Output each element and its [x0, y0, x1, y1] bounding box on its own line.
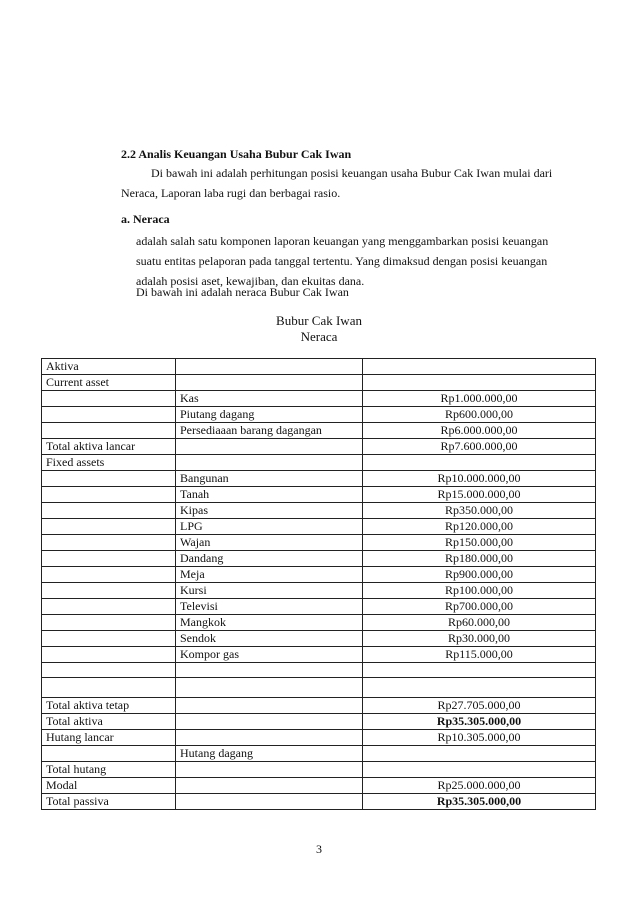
table-row — [42, 567, 596, 583]
table-row — [42, 615, 596, 631]
table-subtitle: Neraca — [300, 329, 338, 344]
table-cell-c2: Mangkok — [176, 615, 363, 631]
table-cell-c2: Meja — [176, 567, 363, 583]
table-cell-c1 — [42, 567, 176, 583]
table-row — [42, 423, 596, 439]
table-cell-c3: Rp350.000,00 — [363, 503, 596, 519]
table-cell-c1: Modal — [42, 778, 176, 794]
table-cell-c1 — [42, 423, 176, 439]
table-cell-c1 — [42, 391, 176, 407]
table-cell-c3: Rp900.000,00 — [363, 567, 596, 583]
table-cell-c1: Hutang lancar — [42, 730, 176, 746]
table-cell-c2 — [176, 778, 363, 794]
table-cell-c2: Sendok — [176, 631, 363, 647]
table-title: Bubur Cak Iwan — [276, 313, 362, 328]
table-cell-c1 — [42, 663, 176, 678]
table-cell-c3: Rp60.000,00 — [363, 615, 596, 631]
table-cell-c2: Televisi — [176, 599, 363, 615]
table-cell-c2: Piutang dagang — [176, 407, 363, 423]
table-cell-c2: Tanah — [176, 487, 363, 503]
table-cell-c3: Rp35.305.000,00 — [363, 794, 596, 810]
table-cell-c2 — [176, 359, 363, 375]
table-cell-c2: Wajan — [176, 535, 363, 551]
intro-paragraph: Di bawah ini adalah perhitungan posisi keuangan usaha Bubur Cak Iwan mulai dari Neraca, Laporan laba rugi dan berbagai rasio. — [121, 166, 553, 200]
table-row — [42, 794, 596, 810]
table-cell-c3 — [363, 663, 596, 678]
table-cell-c1 — [42, 407, 176, 423]
table-cell-c3: Rp10.000.000,00 — [363, 471, 596, 487]
table-cell-c3: Rp6.000.000,00 — [363, 423, 596, 439]
table-cell-c1 — [42, 583, 176, 599]
table-cell-c3: Rp600.000,00 — [363, 407, 596, 423]
table-cell-c3: Rp1.000.000,00 — [363, 391, 596, 407]
table-cell-c1 — [42, 535, 176, 551]
table-cell-c2 — [176, 762, 363, 778]
table-cell-c3: Rp150.000,00 — [363, 535, 596, 551]
table-cell-c2: Kompor gas — [176, 647, 363, 663]
table-row — [42, 391, 596, 407]
table-cell-c2 — [176, 698, 363, 714]
table-cell-c2: Kas — [176, 391, 363, 407]
table-row — [42, 714, 596, 730]
table-cell-c3: Rp120.000,00 — [363, 519, 596, 535]
table-cell-c3 — [363, 375, 596, 391]
table-cell-c1 — [42, 503, 176, 519]
table-cell-c1: Current asset — [42, 375, 176, 391]
table-cell-c2: Dandang — [176, 551, 363, 567]
table-cell-c2 — [176, 439, 363, 455]
table-row — [42, 551, 596, 567]
table-cell-c1: Total passiva — [42, 794, 176, 810]
table-cell-c1: Total hutang — [42, 762, 176, 778]
table-cell-c3 — [363, 359, 596, 375]
table-cell-c1 — [42, 631, 176, 647]
table-row — [42, 663, 596, 678]
table-cell-c3 — [363, 455, 596, 471]
table-cell-c1 — [42, 471, 176, 487]
table-cell-c2: Hutang dagang — [176, 746, 363, 762]
table-row — [42, 698, 596, 714]
table-cell-c1 — [42, 519, 176, 535]
table-row — [42, 535, 596, 551]
table-cell-c2 — [176, 678, 363, 698]
table-cell-c1 — [42, 599, 176, 615]
table-row — [42, 599, 596, 615]
table-row — [42, 439, 596, 455]
table-cell-c1 — [42, 746, 176, 762]
table-cell-c3: Rp35.305.000,00 — [363, 714, 596, 730]
neraca-description: adalah salah satu komponen laporan keuangan yang menggambarkan posisi keuangan suatu entitas pelaporan pada tanggal tertentu. Yang dimaksud dengan posisi keuangan adalah posisi aset, kewajiban, dan ekuitas dana. — [136, 234, 549, 288]
table-cell-c1 — [42, 615, 176, 631]
table-row — [42, 746, 596, 762]
table-cell-c3: Rp30.000,00 — [363, 631, 596, 647]
table-cell-c2 — [176, 794, 363, 810]
table-row — [42, 471, 596, 487]
table-cell-c1: Total aktiva tetap — [42, 698, 176, 714]
neraca-table-body — [42, 359, 596, 810]
table-cell-c3: Rp27.705.000,00 — [363, 698, 596, 714]
table-row — [42, 375, 596, 391]
table-row — [42, 583, 596, 599]
table-row — [42, 678, 596, 698]
table-row — [42, 407, 596, 423]
table-cell-c3 — [363, 762, 596, 778]
table-cell-c2 — [176, 730, 363, 746]
table-cell-c2 — [176, 714, 363, 730]
table-cell-c3: Rp15.000.000,00 — [363, 487, 596, 503]
table-cell-c2: Kipas — [176, 503, 363, 519]
table-cell-c1: Fixed assets — [42, 455, 176, 471]
table-cell-c3 — [363, 678, 596, 698]
page-number: 3 — [316, 842, 322, 856]
table-cell-c1 — [42, 678, 176, 698]
section-heading: 2.2 Analis Keuangan Usaha Bubur Cak Iwan — [121, 147, 352, 161]
table-cell-c1 — [42, 487, 176, 503]
table-cell-c1 — [42, 647, 176, 663]
table-cell-c3: Rp25.000.000,00 — [363, 778, 596, 794]
table-cell-c1: Aktiva — [42, 359, 176, 375]
neraca-table — [41, 358, 596, 810]
table-cell-c2: Kursi — [176, 583, 363, 599]
table-cell-c2: Bangunan — [176, 471, 363, 487]
table-cell-c1: Total aktiva — [42, 714, 176, 730]
table-cell-c2: LPG — [176, 519, 363, 535]
table-cell-c2 — [176, 375, 363, 391]
table-cell-c3: Rp700.000,00 — [363, 599, 596, 615]
table-row — [42, 647, 596, 663]
table-cell-c3: Rp100.000,00 — [363, 583, 596, 599]
sub-heading-neraca: a. Neraca — [121, 212, 170, 226]
table-row — [42, 631, 596, 647]
table-cell-c2 — [176, 663, 363, 678]
table-cell-c3: Rp7.600.000,00 — [363, 439, 596, 455]
table-cell-c1: Total aktiva lancar — [42, 439, 176, 455]
table-row — [42, 778, 596, 794]
table-cell-c3: Rp115.000,00 — [363, 647, 596, 663]
table-row — [42, 519, 596, 535]
table-cell-c3 — [363, 746, 596, 762]
table-cell-c2 — [176, 455, 363, 471]
table-row — [42, 730, 596, 746]
table-row — [42, 762, 596, 778]
table-row — [42, 359, 596, 375]
table-cell-c3: Rp180.000,00 — [363, 551, 596, 567]
table-cell-c1 — [42, 551, 176, 567]
table-cell-c3: Rp10.305.000,00 — [363, 730, 596, 746]
table-row — [42, 455, 596, 471]
table-row — [42, 503, 596, 519]
table-row — [42, 487, 596, 503]
table-cell-c2: Persediaaan barang dagangan — [176, 423, 363, 439]
neraca-intro: Di bawah ini adalah neraca Bubur Cak Iwan — [136, 285, 349, 299]
